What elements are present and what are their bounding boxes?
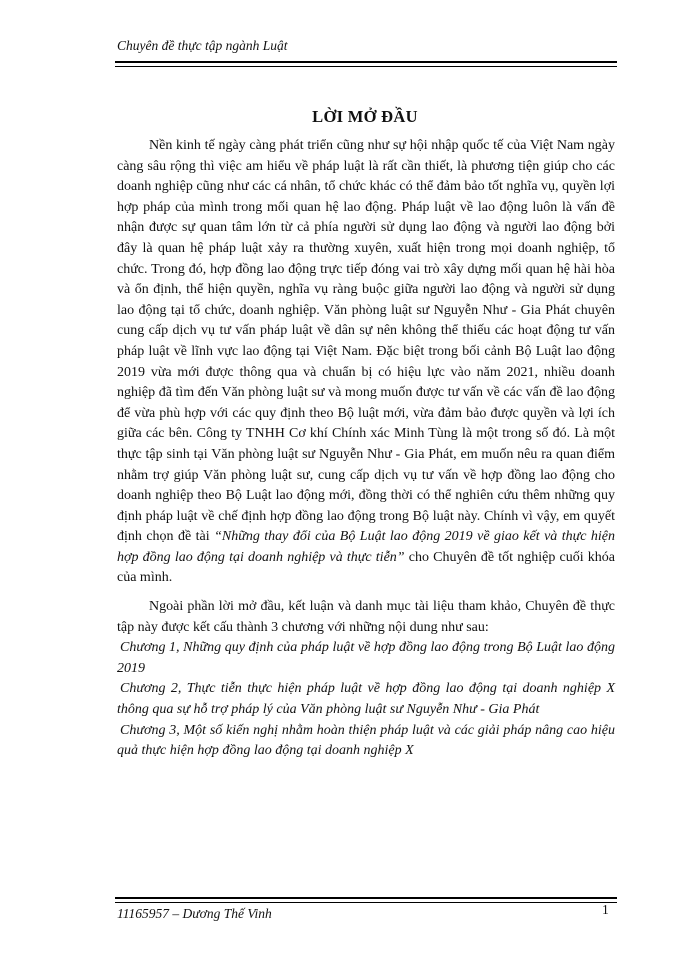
paragraph-intro	[117, 136, 615, 589]
chapter-2: Chương 2, Thực tiễn thực hiện pháp luật về hợp đồng lao động tại doanh nghiệp X thông qua sự hỗ trợ pháp lý của Văn phòng luật sư Nguyễn Như - Gia Phát	[117, 681, 615, 718]
header-rule-thin	[115, 66, 617, 67]
paragraph-intro-end: cho Chuyên đề tốt nghiệp cuối khóa của mình.	[117, 549, 615, 586]
chapter-3: Chương 3, Một số kiến nghị nhằm hoàn thiện pháp luật và các giải pháp nâng cao hiệu quả thực hiện hợp đồng lao động tại doanh nghiệp X	[117, 722, 615, 759]
body-text	[117, 136, 615, 762]
page-title: LỜI MỞ ĐẦU	[312, 107, 418, 126]
footer-rule-thick	[115, 897, 617, 899]
thesis-topic: “Những thay đổi của Bộ Luật lao động 2019 về giao kết và thực hiện hợp đồng lao động tại doanh nghiệp và thực tiễn”	[117, 529, 616, 565]
paragraph-intro-text: Nền kinh tế ngày càng phát triển cũng như sự hội nhập quốc tế của Việt Nam ngày càng sâu rộng thì việc am hiểu về pháp luật là rất cần thiết, là phương tiện giúp cho các doanh nghiệp cũng như các cá nhân, tổ chức khác có thể đảm bảo tốt nghĩa vụ, quyền lợi hợp pháp của mình trong mối quan hệ lao động. Pháp luật về lao động luôn là vấn đề nhận được sự quan tâm lớn từ cả phía người sử dụng lao động và người lao động bởi đây là quan hệ pháp luật xảy ra thường xuyên, xuất hiện trong mọi doanh nghiệp, tổ chức. Trong đó, hợp đồng lao động trực tiếp đóng vai trò xây dựng mối quan hệ hài hòa và ổn định, thể hiện quyền, nghĩa vụ ràng buộc giữa người lao động và người sử dụng lao động tại tổ chức, doanh nghiệp. Văn phòng luật sư Nguyễn Như - Gia Phát chuyên cung cấp dịch vụ tư vấn pháp luật về dân sự nên không thể thiếu các hoạt động tư vấn pháp luật về lĩnh vực lao động tại Việt Nam. Đặc biệt trong bối cảnh Bộ Luật lao động 2019 vừa mới được thông qua và chuẩn bị có hiệu lực vào năm 2021, nhiều doanh nghiệp đã tìm đến Văn phòng luật sư và mong muốn được tư vấn về các vấn đề lao động để vừa phù hợp với các quy định theo Bộ luật mới, vừa đảm bảo được quyền và lợi ích giữa các bên. Công ty TNHH Cơ khí Chính xác Minh Tùng là một trong số đó. Là một thực tập sinh tại Văn phòng luật sư Nguyễn Như - Gia Phát, em muốn nêu ra quan điểm nhằm trợ giúp Văn phòng luật sư, cung cấp dịch vụ tư vấn về hợp đồng lao động cho doanh nghiệp theo Bộ Luật lao động mới, đồng thời có thể nghiên cứu thêm những quy định pháp luật về chế định hợp đồng lao động trong Bộ luật này. Chính vì vậy, em quyết định chọn đề tài	[117, 138, 615, 545]
chapter-1: Chương 1, Những quy định của pháp luật về hợp đồng lao động trong Bộ Luật lao động 2019	[117, 640, 615, 676]
page-number: 1	[602, 902, 609, 917]
paragraph-structure: Ngoài phần lời mở đầu, kết luận và danh mục tài liệu tham khảo, Chuyên đề thực tập này được kết cấu thành 3 chương với những nội dung như sau:	[117, 599, 615, 635]
header-rule-thick	[115, 61, 617, 63]
footer-rule-thin	[115, 902, 617, 903]
running-footer: 11165957 – Dương Thế Vinh	[117, 906, 272, 921]
running-header: Chuyên đề thực tập ngành Luật	[117, 38, 288, 53]
